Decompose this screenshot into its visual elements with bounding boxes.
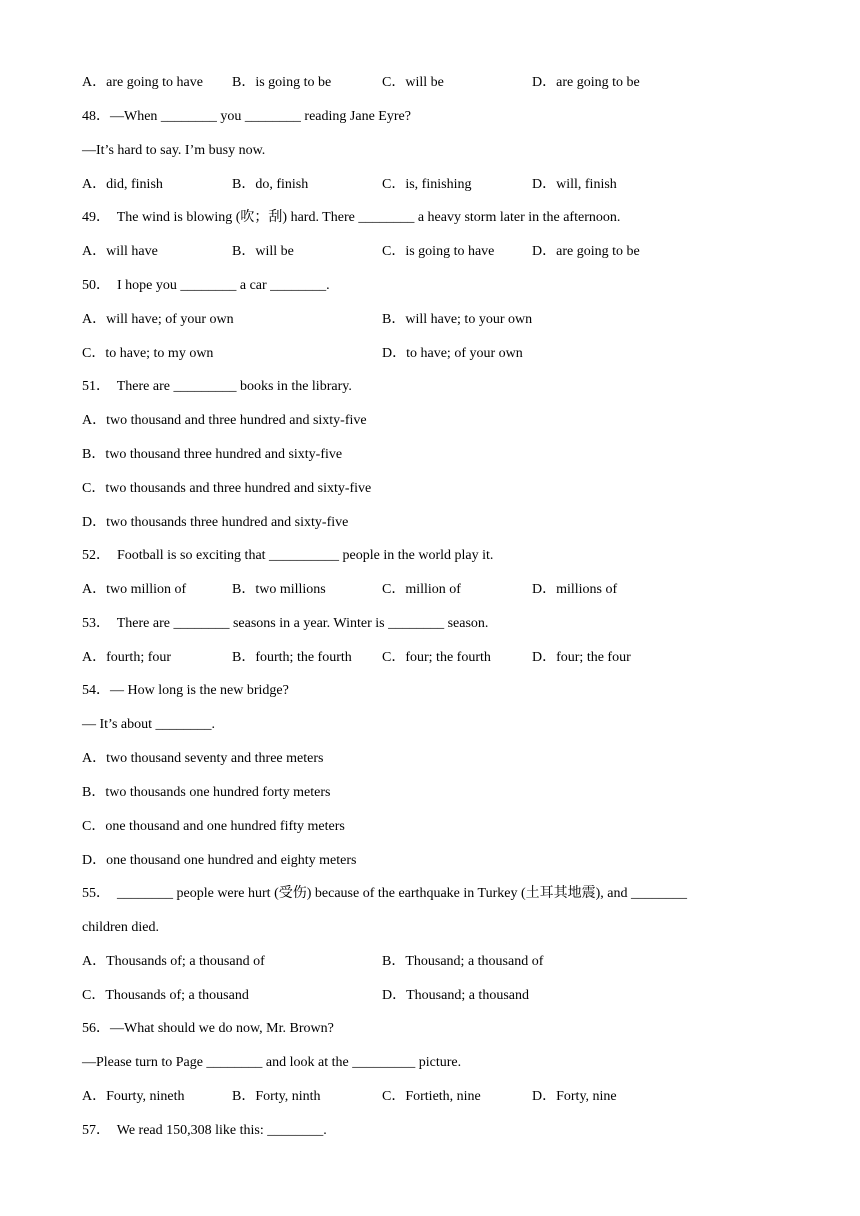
question-54: 54．— How long is the new bridge? <box>82 683 289 698</box>
option-c: C．is going to have <box>382 244 495 259</box>
question-49: 49． The wind is blowing (吹；刮) hard. There ________ a heavy storm later in the afternoon. <box>82 210 621 225</box>
option-b: B．fourth; the fourth <box>232 650 352 665</box>
question-50: 50． I hope you ________ a car ________. <box>82 278 330 293</box>
option-c: C．is, finishing <box>382 177 472 192</box>
option-a: A．Thousands of; a thousand of <box>82 954 265 969</box>
option-a: A．will have <box>82 244 158 259</box>
option-c: C．will be <box>382 75 444 90</box>
option-c: C．million of <box>382 582 461 597</box>
option-d: D．two thousands three hundred and sixty-five <box>82 515 349 530</box>
option-a: A．two thousand and three hundred and sixty-five <box>82 413 367 428</box>
option-c: C．Thousands of; a thousand <box>82 988 249 1003</box>
option-c: C．to have; to my own <box>82 346 214 361</box>
option-a: A．are going to have <box>82 75 203 90</box>
question-56: 56．—What should we do now, Mr. Brown? <box>82 1021 334 1036</box>
option-a: A．did, finish <box>82 177 163 192</box>
question-55-continued: children died. <box>82 920 159 935</box>
question-48: 48．—When ________ you ________ reading Jane Eyre? <box>82 109 411 124</box>
option-c: C．four; the fourth <box>382 650 491 665</box>
question-54-reply: — It’s about ________. <box>82 717 215 732</box>
option-d: D．are going to be <box>532 244 640 259</box>
option-d: D．millions of <box>532 582 618 597</box>
option-b: B．two thousand three hundred and sixty-five <box>82 447 343 462</box>
option-d: D．Forty, nine <box>532 1089 617 1104</box>
option-a: A．will have; of your own <box>82 312 234 327</box>
option-d: D．are going to be <box>532 75 640 90</box>
option-d: D．Thousand; a thousand <box>382 988 529 1003</box>
question-55: 55． ________ people were hurt (受伤) because of the earthquake in Turkey (土耳其地震), and ________ <box>82 886 687 901</box>
option-a: A．fourth; four <box>82 650 172 665</box>
option-b: B．will be <box>232 244 294 259</box>
option-d: D．will, finish <box>532 177 617 192</box>
option-c: C．two thousands and three hundred and sixty-five <box>82 481 372 496</box>
option-a: A．two thousand seventy and three meters <box>82 751 324 766</box>
option-b: B．two thousands one hundred forty meters <box>82 785 331 800</box>
option-d: D．four; the four <box>532 650 631 665</box>
option-a: A．two million of <box>82 582 187 597</box>
option-b: B．Thousand; a thousand of <box>382 954 544 969</box>
question-57: 57． We read 150,308 like this: ________. <box>82 1123 327 1138</box>
question-48-reply: —It’s hard to say. I’m busy now. <box>82 143 266 158</box>
option-b: B．will have; to your own <box>382 312 533 327</box>
option-c: C．Fortieth, nine <box>382 1089 481 1104</box>
option-d: D．to have; of your own <box>382 346 523 361</box>
question-56-reply: —Please turn to Page ________ and look at the _________ picture. <box>82 1055 462 1070</box>
question-51: 51． There are _________ books in the library. <box>82 379 352 394</box>
option-d: D．one thousand one hundred and eighty meters <box>82 853 357 868</box>
option-b: B．do, finish <box>232 177 309 192</box>
option-b: B．two millions <box>232 582 326 597</box>
option-a: A．Fourty, nineth <box>82 1089 185 1104</box>
option-b: B．is going to be <box>232 75 332 90</box>
option-b: B．Forty, ninth <box>232 1089 321 1104</box>
option-c: C．one thousand and one hundred fifty meters <box>82 819 345 834</box>
question-52: 52． Football is so exciting that __________ people in the world play it. <box>82 548 494 563</box>
question-53: 53． There are ________ seasons in a year. Winter is ________ season. <box>82 616 489 631</box>
